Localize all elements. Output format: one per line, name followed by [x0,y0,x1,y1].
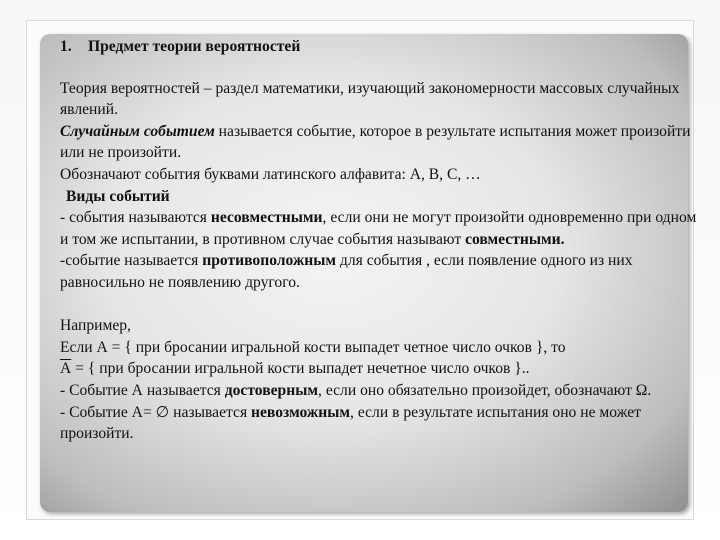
overline-event-a: А [60,360,72,378]
event-types-title: Виды событий [66,187,170,205]
incompatible-paragraph [60,207,700,250]
random-event-paragraph [60,121,700,164]
example-line-2 [60,358,700,380]
example-line-3 [60,380,700,402]
term-random-event: Случайным событием [60,122,215,140]
impossible-pre: - Событие А= ∅ называется [60,403,252,421]
opposite-paragraph [60,250,700,293]
term-impossible: невозможным [251,403,351,421]
impossible-post: , если в результате испытания оно не может произойти. [60,403,641,443]
incompatible-pre: - события называются [60,209,211,227]
slide-heading [60,36,700,58]
heading-number: 1. [60,38,72,55]
term-certain: достоверным [224,381,319,399]
term-opposite: противоположным [202,252,337,270]
heading-title: Предмет теории вероятностей [88,38,301,55]
incompatible-post: , если они не могут произойти одновременно при одном и том же испытании, в противном случае события называют [60,209,697,248]
example-line-4 [60,402,700,445]
certain-pre: - Событие А называется [60,381,225,399]
term-incompatible: несовместными [210,209,323,227]
definition-paragraph: Теория вероятностей – раздел математики, изучающий закономерности массовых случайных явлений. [60,79,680,119]
spacer [60,294,700,316]
opposite-pre: -событие называется [60,252,203,270]
certain-post: , если оно обязательно произойдет, обозначают Ω. [318,381,652,399]
random-event-text: называется событие, которое в результате испытания может произойти или не произойти. [60,122,691,162]
notation-paragraph: Обозначают события буквами латинского алфавита: А, В, С, … [60,165,481,183]
example-line-2-text: = { при бросании игральной кости выпадет нечетное число очков }.. [71,360,530,378]
slide-text [60,36,700,445]
opposite-post: для события , если появление одного из них равносильно не появлению другого. [60,252,633,291]
example-line-1: Если А = { при бросании игральной кости выпадет четное число очков }, то [60,338,566,356]
term-compatible: совместными. [465,230,565,248]
example-intro: Например, [60,317,131,335]
